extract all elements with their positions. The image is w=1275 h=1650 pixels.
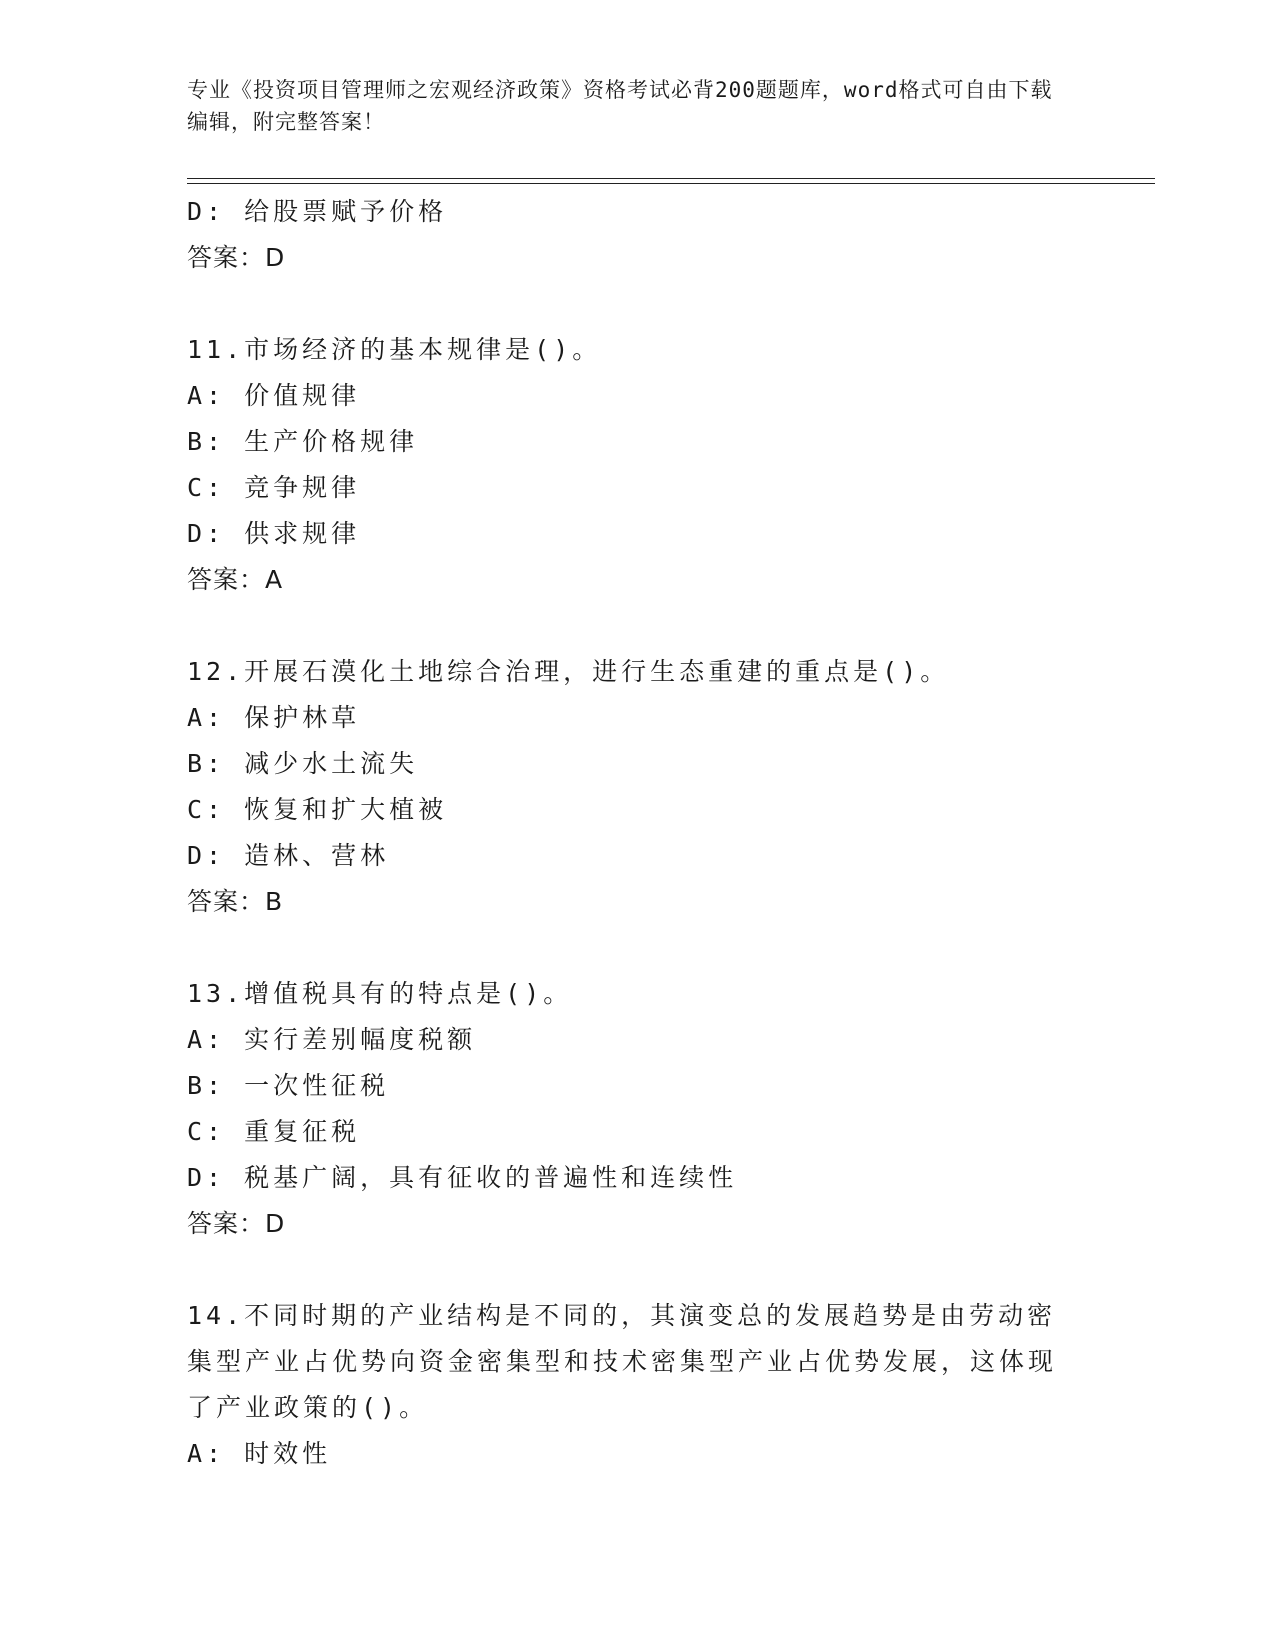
question-13-stem: 13.增值税具有的特点是()。 bbox=[187, 979, 573, 1008]
question-11-option-d: D: 供求规律 bbox=[187, 519, 361, 548]
prev-answer: 答案：D bbox=[187, 243, 286, 272]
question-12-stem: 12.开展石漠化土地综合治理，进行生态重建的重点是()。 bbox=[187, 657, 950, 686]
question-13-option-d: D: 税基广阔，具有征收的普遍性和连续性 bbox=[187, 1163, 738, 1192]
spacer bbox=[187, 603, 1087, 649]
question-12-option-c: C: 恢复和扩大植被 bbox=[187, 795, 448, 824]
question-12-answer: 答案：B bbox=[187, 887, 284, 916]
spacer bbox=[187, 1247, 1087, 1293]
header-rule-top bbox=[187, 178, 1155, 179]
question-11-answer: 答案：A bbox=[187, 565, 284, 594]
question-13-option-b: B: 一次性征税 bbox=[187, 1071, 390, 1100]
spacer bbox=[187, 281, 1087, 327]
question-14-option-a: A: 时效性 bbox=[187, 1439, 332, 1468]
document-header: 专业《投资项目管理师之宏观经济政策》资格考试必背200题题库，word格式可自由下载编辑，附完整答案！ bbox=[187, 78, 1053, 134]
header-rule-bottom bbox=[187, 183, 1155, 184]
question-11-option-c: C: 竞争规律 bbox=[187, 473, 361, 502]
question-12-option-a: A: 保护林草 bbox=[187, 703, 361, 732]
question-13-answer: 答案：D bbox=[187, 1209, 286, 1238]
prev-option-d: D: 给股票赋予价格 bbox=[187, 197, 448, 226]
question-13-option-a: A: 实行差别幅度税额 bbox=[187, 1025, 477, 1054]
question-13-option-c: C: 重复征税 bbox=[187, 1117, 361, 1146]
question-11-stem: 11.市场经济的基本规律是()。 bbox=[187, 335, 602, 364]
question-12-option-b: B: 减少水土流失 bbox=[187, 749, 419, 778]
question-content bbox=[187, 189, 1087, 1477]
question-12-option-d: D: 造林、营林 bbox=[187, 841, 390, 870]
question-11-option-a: A: 价值规律 bbox=[187, 381, 361, 410]
question-11-option-b: B: 生产价格规律 bbox=[187, 427, 419, 456]
spacer bbox=[187, 925, 1087, 971]
question-14-stem: 14.不同时期的产业结构是不同的，其演变总的发展趋势是由劳动密集型产业占优势向资金密集型和技术密集型产业占优势发展，这体现了产业政策的()。 bbox=[187, 1301, 1058, 1422]
